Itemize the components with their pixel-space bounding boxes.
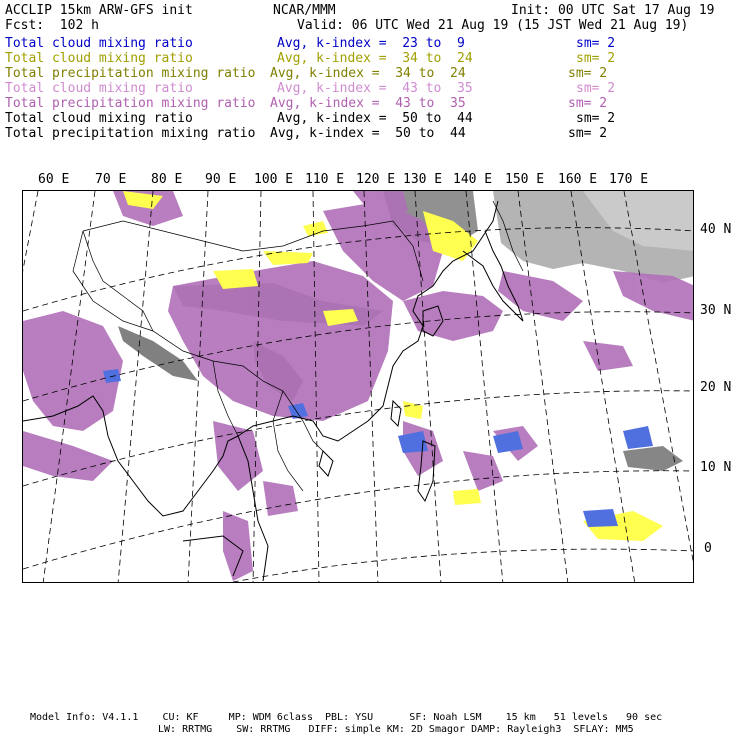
lon-label: 120 E <box>356 172 396 187</box>
lon-label: 90 E <box>205 172 237 187</box>
field-avg: Avg, k-index = 43 to 35 <box>270 96 466 111</box>
field-avg: Avg, k-index = 23 to 9 <box>277 36 465 51</box>
lon-label: 70 E <box>95 172 127 187</box>
lat-label: 10 N <box>700 460 732 475</box>
lon-label: 140 E <box>453 172 493 187</box>
field-sm: sm= 2 <box>576 111 616 126</box>
field-sm: sm= 2 <box>568 96 608 111</box>
field-name: Total precipitation mixing ratio <box>5 66 256 81</box>
organization: NCAR/MMM <box>273 3 336 18</box>
field-avg: Avg, k-index = 34 to 24 <box>270 66 466 81</box>
lat-label: 40 N <box>700 222 732 237</box>
lat-label: 20 N <box>700 380 732 395</box>
field-name: Total cloud mixing ratio <box>5 81 193 96</box>
lon-label: 130 E <box>403 172 443 187</box>
field-name: Total cloud mixing ratio <box>5 111 193 126</box>
lon-label: 110 E <box>305 172 345 187</box>
lon-label: 80 E <box>151 172 183 187</box>
field-avg: Avg, k-index = 43 to 35 <box>277 81 473 96</box>
model-info: Model Info: V4.1.1 CU: KF MP: WDM 6class PBL: YSU SF: Noah LSM 15 km 51 levels 90 sec <box>30 712 663 723</box>
lon-label: 150 E <box>505 172 545 187</box>
forecast-map <box>22 190 694 583</box>
low-cloud-layer <box>103 369 653 527</box>
field-name: Total precipitation mixing ratio <box>5 96 256 111</box>
field-sm: sm= 2 <box>568 66 608 81</box>
physics-info: LW: RRTMG SW: RRTMG DIFF: simple KM: 2D Smagor DAMP: Rayleigh3 SFLAY: MM5 <box>158 724 634 735</box>
field-name: Total cloud mixing ratio <box>5 36 193 51</box>
lon-label: 170 E <box>609 172 649 187</box>
init-time: Init: 00 UTC Sat 17 Aug 19 <box>511 3 715 18</box>
field-sm: sm= 2 <box>576 36 616 51</box>
field-avg: Avg, k-index = 34 to 24 <box>277 51 473 66</box>
lon-label: 160 E <box>558 172 598 187</box>
lon-label: 60 E <box>38 172 70 187</box>
lon-label: 100 E <box>254 172 294 187</box>
model-title: ACCLIP 15km ARW-GFS init <box>5 3 193 18</box>
field-sm: sm= 2 <box>568 126 608 141</box>
field-avg: Avg, k-index = 50 to 44 <box>277 111 473 126</box>
field-name: Total cloud mixing ratio <box>5 51 193 66</box>
field-sm: sm= 2 <box>576 51 616 66</box>
lat-label: 0 <box>704 541 712 556</box>
field-sm: sm= 2 <box>576 81 616 96</box>
field-name: Total precipitation mixing ratio <box>5 126 256 141</box>
valid-time: Valid: 06 UTC Wed 21 Aug 19 (15 JST Wed 21 Aug 19) <box>297 18 689 33</box>
lat-label: 30 N <box>700 303 732 318</box>
forecast-hour: Fcst: 102 h <box>5 18 99 33</box>
field-avg: Avg, k-index = 50 to 44 <box>270 126 466 141</box>
